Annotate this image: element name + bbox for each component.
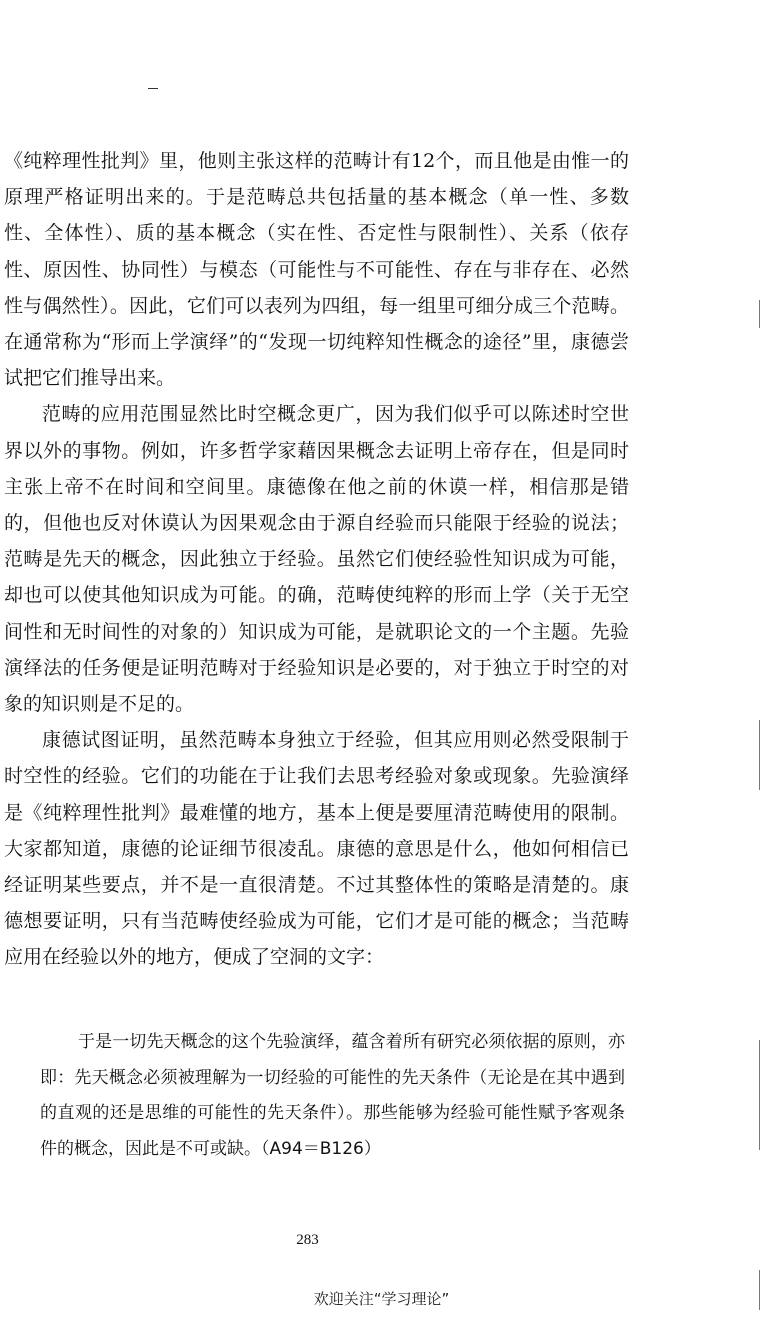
- block-quote: 于是一切先天概念的这个先验演绎，蕴含着所有研究必须依据的原则，亦即：先天概念必须被理解为一切经验的可能性的先天条件（无论是在其中遇到的直观的还是思维的可能性的先天条件）。那些能够为经验可能性赋予客观条件的概念，因此是不可或缺。（A94＝B126）: [40, 1032, 625, 1159]
- paragraph-1: 《纯粹理性批判》里，他则主张这样的范畴计有12个，而且他是由惟一的原理严格证明出来的。于是范畴总共包括量的基本概念（单一性、多数性、全体性）、质的基本概念（实在性、否定性与限制性）、关系（依存性、原因性、协同性）与模态（可能性与不可能性、存在与非存在、必然性与偶然性）。因此，它们可以表列为四组，每一组里可细分成三个范畴。在通常称为“形而上学演绎”的“发现一切纯粹知性概念的途径”里，康德尝试把它们推导出来。: [4, 150, 629, 390]
- scan-edge-mark: [759, 300, 760, 328]
- scan-edge-mark: [759, 1270, 760, 1310]
- header-dash: [148, 88, 158, 89]
- paragraph-3: 康德试图证明，虽然范畴本身独立于经验，但其应用则必然受限制于时空性的经验。它们的功能在于让我们去思考经验对象或现象。先验演绎是《纯粹理性批判》最难懂的地方，基本上便是要厘清范畴使用的限制。大家都知道，康德的论证细节很凌乱。康德的意思是什么，他如何相信已经证明某些要点，并不是一直很清楚。不过其整体性的策略是清楚的。康德想要证明，只有当范畴使经验成为可能，它们才是可能的概念；当范畴应用在经验以外的地方，便成了空洞的文字：: [4, 729, 629, 969]
- scan-edge-mark: [759, 720, 760, 790]
- body-text: [4, 143, 629, 976]
- paragraph-2: 范畴的应用范围显然比时空概念更广，因为我们似乎可以陈述时空世界以外的事物。例如，许多哲学家藉因果概念去证明上帝存在，但是同时主张上帝不在时间和空间里。康德像在他之前的休谟一样，相信那是错的，但他也反对休谟认为因果观念由于源自经验而只能限于经验的说法；范畴是先天的概念，因此独立于经验。虽然它们使经验性知识成为可能，却也可以使其他知识成为可能。的确，范畴使纯粹的形而上学（关于无空间性和无时间性的对象的）知识成为可能，是就职论文的一个主题。先验演绎法的任务便是证明范畴对于经验知识是必要的，对于独立于时空的对象的知识则是不足的。: [4, 403, 629, 716]
- page-number: 283: [296, 1232, 319, 1248]
- footer-note: 欢迎关注“学习理论”: [313, 1290, 450, 1308]
- scan-edge-mark: [759, 1040, 760, 1150]
